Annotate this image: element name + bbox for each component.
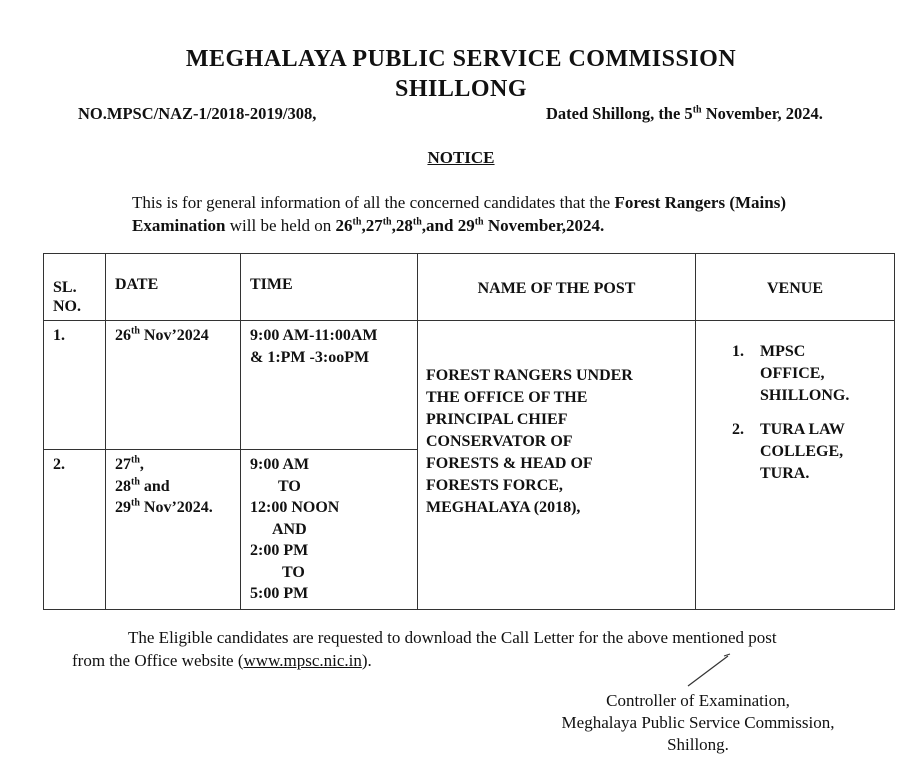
schedule-table — [43, 253, 895, 610]
venue-item: 2. TURA LAW COLLEGE, TURA. — [732, 421, 845, 482]
header-sl-no: SL. NO. — [44, 254, 106, 321]
row1-time: 9:00 AM-11:00AM & 1:PM -3:ooPM — [241, 321, 418, 450]
table-header-row — [44, 254, 895, 321]
row1-date: 26th Nov’2024 — [106, 321, 241, 450]
header-time: TIME — [241, 254, 418, 321]
row2-sl: 2. — [44, 450, 106, 610]
post-name-cell: FOREST RANGERS UNDER THE OFFICE OF THE PRINCIPAL CHIEF CONSERVATOR OF FORESTS & HEAD OF FORESTS FORCE, MEGHALAYA (2018), — [418, 321, 696, 610]
exam-name: Forest Rangers (Mains) Examination — [132, 193, 786, 235]
signature-block: Controller of Examination, Meghalaya Public Service Commission, Shillong. — [561, 691, 835, 754]
venue-item: 1. MPSC OFFICE, SHILLONG. — [732, 343, 850, 404]
signature-mark — [684, 650, 734, 690]
row2-time: 9:00 AM TO 12:00 NOON AND 2:00 PM TO 5:00 PM — [241, 450, 418, 610]
header-venue: VENUE — [696, 254, 895, 321]
org-city: SHILLONG — [394, 76, 528, 102]
row2-date: 27th, 28th and 29th Nov’2024. — [106, 450, 241, 610]
exam-dates: 26th,27th,28th,and 29th November,2024. — [335, 216, 605, 235]
reference-number: NO.MPSC/NAZ-1/2018-2019/308, — [78, 104, 317, 123]
header-date: DATE — [106, 254, 241, 321]
dated-line: Dated Shillong, the 5th November, 2024. — [546, 104, 823, 123]
row1-sl: 1. — [44, 321, 106, 450]
website-link[interactable]: www.mpsc.nic.in — [243, 651, 362, 670]
intro-paragraph: This is for general information of all the concerned candidates that the Forest Rangers (Mains) Examination will be held on 26th,27th,28th,and 29th November,2024. — [132, 193, 786, 235]
org-title: MEGHALAYA PUBLIC SERVICE COMMISSION — [185, 46, 737, 72]
header-post: NAME OF THE POST — [418, 254, 696, 321]
footer-paragraph: The Eligible candidates are requested to download the Call Letter for the above mentioned post from the Office website (www.mpsc.nic.in). — [72, 628, 777, 670]
table-row — [44, 321, 895, 450]
notice-heading: NOTICE — [427, 148, 495, 167]
venue-cell — [696, 321, 895, 610]
